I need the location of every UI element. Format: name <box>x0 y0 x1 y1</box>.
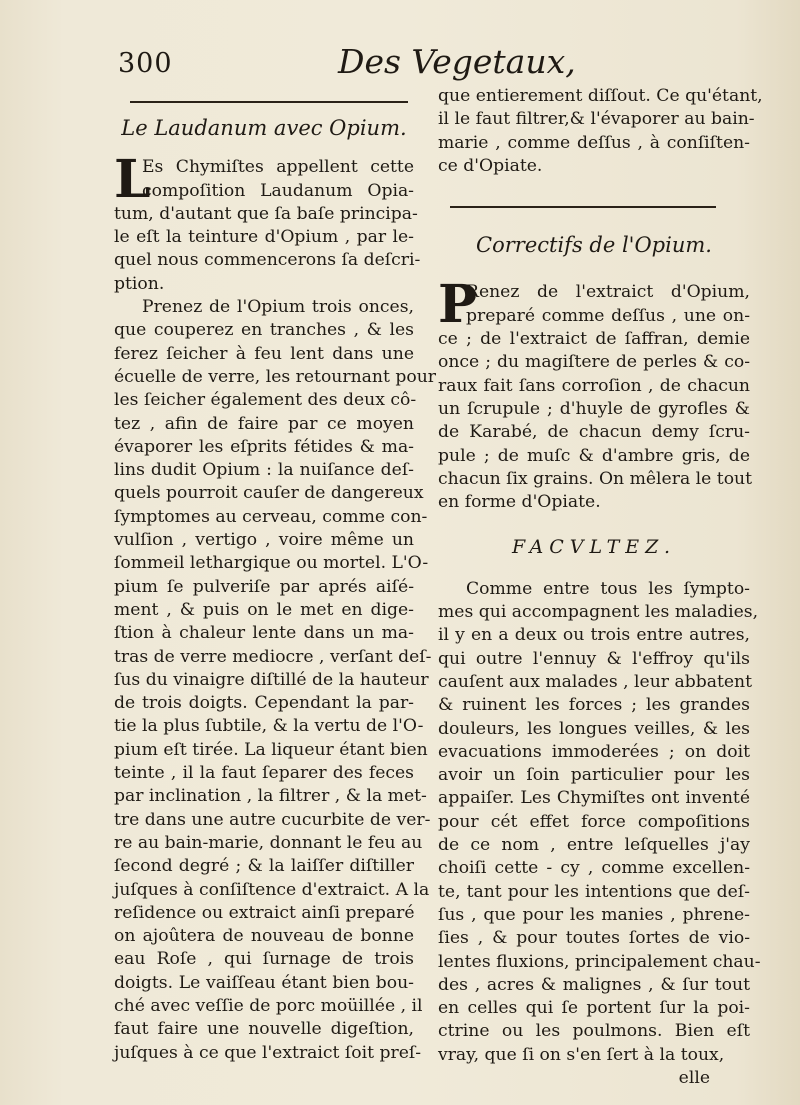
text-line: teinte , il la faut ſeparer des feces <box>114 763 414 784</box>
text-line: vulſion , vertigo , voire même un <box>114 530 414 551</box>
text-line: appaiſer. Les Chymiſtes ont inventé <box>438 788 750 809</box>
text-line: pium ſe pulveriſe par aprés aiſé- <box>114 576 414 597</box>
text-line: Renez de l'extraict d'Opium, <box>466 282 750 303</box>
text-line: il y en a deux ou trois entre autres, <box>438 625 750 646</box>
text-line: reſidence ou extraict ainſi preparé <box>114 902 415 923</box>
text-line: qui outre l'ennuy & l'effroy qu'ils <box>438 648 750 669</box>
page-number: 300 <box>118 48 173 79</box>
section-title-facultez: FACVLTEZ. <box>511 536 677 559</box>
text-line: avoir un ſoin particulier pour les <box>438 765 750 786</box>
paragraph-recipe <box>114 296 436 1065</box>
catchword: elle <box>678 1067 710 1088</box>
section-title-laudanum: Le Laudanum avec Opium. <box>121 116 407 140</box>
text-line: choiſi cette - cy , comme excellen- <box>438 858 750 879</box>
text-line: ſus du vinaigre diſtillé de la hauteur <box>114 669 429 690</box>
text-line: marie , comme deſſus , à conſiſten- <box>438 132 750 153</box>
right-column <box>438 85 763 1090</box>
page-header <box>0 38 800 90</box>
text-line: douleurs, les longues veilles, & les <box>438 718 750 739</box>
section-title-correctifs: Correctifs de l'Opium. <box>476 233 712 258</box>
text-line: pour cét effet force compoſitions <box>438 811 750 832</box>
text-line: & ruinent les forces ; les grandes <box>438 695 750 716</box>
text-line: ce ; de l'extraict de ſaffran, demie <box>438 329 750 350</box>
text-line: ſecond degré ; & la laiſſer diſtiller <box>114 856 414 877</box>
text-line: doigts. Le vaiſſeau étant bien bou- <box>114 972 414 993</box>
text-line: tez , afin de faire par ce moyen <box>114 413 414 434</box>
text-line: cauſent aux malades , leur abbatent <box>438 671 753 692</box>
text-line: ce d'Opiate. <box>438 155 543 176</box>
text-line: tre dans une autre cucurbite de ver- <box>114 809 431 830</box>
section-rule <box>130 101 408 103</box>
paragraph-intro <box>114 149 421 296</box>
text-line: on ajoûtera de nouveau de bonne <box>114 926 414 947</box>
text-line: ſus , que pour les manies , phrene- <box>438 904 750 925</box>
text-line: ption. <box>114 273 165 294</box>
text-line: lins dudit Opium : la nuiſance deſ- <box>114 460 414 481</box>
text-line: vray, que ſi on s'en ſert à la toux, <box>438 1044 725 1065</box>
text-line: Prenez de l'Opium trois onces, <box>142 297 414 318</box>
text-line: preparé comme deſſus , une on- <box>466 305 750 326</box>
text-line: ctrine ou les poulmons. Bien eſt <box>438 1021 750 1042</box>
text-line: écuelle de verre, les retournant pour <box>114 366 436 387</box>
text-line: evacuations immoderées ; on doit <box>438 741 750 762</box>
text-line: en celles qui ſe portent ſur la poi- <box>438 998 750 1019</box>
text-line: chacun ſix grains. On mêlera le tout <box>438 468 753 489</box>
text-line: once ; du magiſtere de perles & co- <box>438 352 750 373</box>
text-line: ſommeil lethargique ou mortel. L'O- <box>114 553 429 574</box>
text-line: en forme d'Opiate. <box>438 492 601 513</box>
text-line: tie la plus ſubtile, & la vertu de l'O- <box>114 716 424 737</box>
text-line: tras de verre mediocre , verſant deſ- <box>114 646 432 667</box>
text-line: ſies , & pour toutes ſortes de vio- <box>438 928 750 949</box>
text-line: compoſition Laudanum Opia- <box>142 180 414 201</box>
text-line: juſques à ce que l'extraict ſoit preſ- <box>114 1042 422 1063</box>
text-line: que couperez en tranches , & les <box>114 320 414 341</box>
drop-cap: L <box>114 149 151 211</box>
text-line: de ce nom , entre leſquelles j'ay <box>438 835 750 856</box>
paragraph-continued <box>438 85 763 178</box>
text-line: quels pourroit cauſer de dangereux <box>114 483 424 504</box>
text-line: Comme entre tous les ſympto- <box>466 578 750 599</box>
text-line: il le faut filtrer,& l'évaporer au bain- <box>438 109 755 130</box>
text-line: mes qui accompagnent les maladies, <box>438 602 759 623</box>
text-line: Es Chymiſtes appellent cette <box>142 157 414 178</box>
text-line: ſymptomes au cerveau, comme con- <box>114 506 428 527</box>
text-line: juſques à conſiſtence d'extraict. A la <box>114 879 430 900</box>
text-line: des , acres & malignes , & ſur tout <box>438 974 750 995</box>
text-line: le eſt la teinture d'Opium , par le- <box>114 227 414 248</box>
paragraph-facultez <box>438 578 761 1067</box>
text-line: ment , & puis on le met en dige- <box>114 599 414 620</box>
text-line: ferez ſeicher à feu lent dans une <box>114 343 414 364</box>
text-line: de trois doigts. Cependant la par- <box>114 693 414 714</box>
text-line: eau Roſe , qui ſurnage de trois <box>114 949 414 970</box>
text-line: que entierement diſſout. Ce qu'étant, <box>438 86 763 106</box>
paragraph-correctifs <box>438 274 753 514</box>
running-title: Des Vegetaux, <box>338 42 576 81</box>
text-line: te, tant pour les intentions que deſ- <box>438 881 750 902</box>
text-line: ſtion à chaleur lente dans un ma- <box>114 623 414 644</box>
text-line: un ſcrupule ; d'huyle de gyrofles & <box>438 398 750 419</box>
section-rule <box>450 206 716 208</box>
left-column <box>114 85 436 1065</box>
text-line: de Karabé, de chacun demy ſcru- <box>438 422 750 443</box>
text-line: pium eſt tirée. La liqueur étant bien <box>114 739 428 760</box>
text-line: ché avec veſſie de porc moüillée , il <box>114 995 423 1016</box>
text-line: re au bain-marie, donnant le feu au <box>114 832 423 853</box>
text-line: lentes fluxions, principalement chau- <box>438 951 761 972</box>
text-line: les ſeicher également des deux cô- <box>114 390 417 411</box>
text-line: tum, d'autant que ſa baſe principa- <box>114 203 418 224</box>
text-line: raux fait ſans corroſion , de chacun <box>438 375 750 396</box>
text-line: par inclination , la filtrer , & la met- <box>114 786 427 807</box>
text-line: quel nous commencerons ſa deſcri- <box>114 250 421 271</box>
text-line: pule ; de muſc & d'ambre gris, de <box>438 445 750 466</box>
text-line: évaporer les eſprits fétides & ma- <box>114 436 414 457</box>
drop-cap: P <box>438 274 478 336</box>
text-line: faut faire une nouvelle digeſtion, <box>114 1019 414 1040</box>
